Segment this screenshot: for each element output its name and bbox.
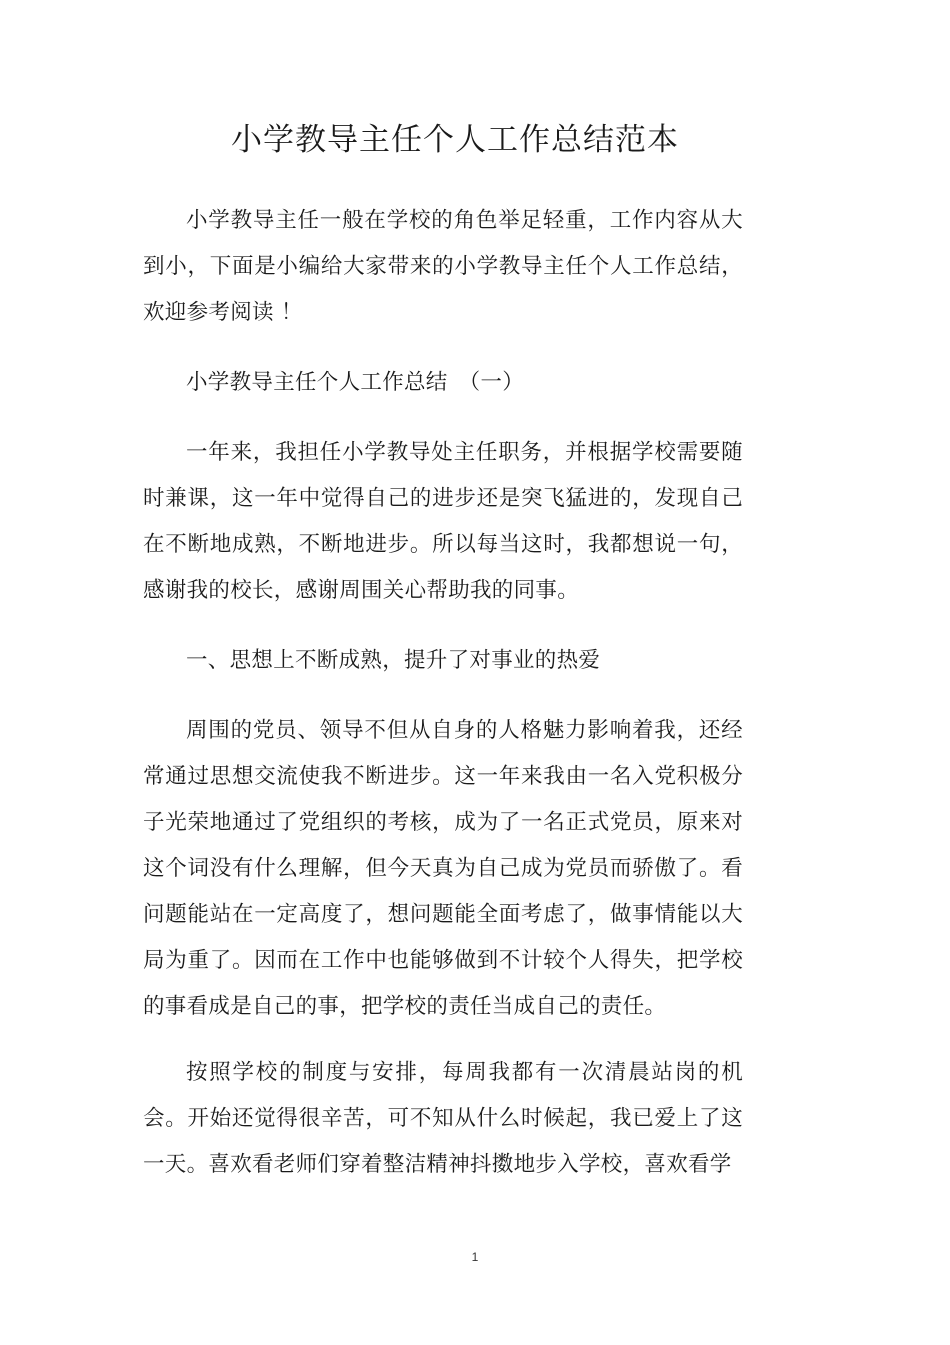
body-paragraph-2: 周围的党员、领导不但从自身的人格魅力影响着我，还经常通过思想交流使我不断进步。这一年来我由一名入党积极分子光荣地通过了党组织的考核，成为了一名正式党员，原来对这个词没有什么理解，但今天真为自己成为党员而骄傲了。看问题能站在一定高度了，想问题能全面考虑了，做事情能以大局为重了。因而在工作中也能够做到不计较个人得失，把学校的事看成是自己的事，把学校的责任当成自己的责任。 [143,718,743,1019]
document-title: 小学教导主任个人工作总结范本 [231,122,679,158]
document-body [143,198,743,1188]
body-paragraph-3: 按照学校的制度与安排，每周我都有一次清晨站岗的机会。开始还觉得很辛苦，可不知从什么时候起，我已爱上了这一天。喜欢看老师们穿着整洁精神抖擞地步入学校，喜欢看学 [143,1060,743,1177]
body-paragraph-1: 一年来，我担任小学教导处主任职务，并根据学校需要随时兼课，这一年中觉得自己的进步还是突飞猛进的，发现自己在不断地成熟，不断地进步。所以每当这时，我都想说一句，感谢我的校长，感谢周围关心帮助我的同事。 [143,440,743,603]
page-number: 1 [471,1250,479,1264]
intro-paragraph: 小学教导主任一般在学校的角色举足轻重，工作内容从大到小，下面是小编给大家带来的小学教导主任个人工作总结，欢迎参考阅读 ！ [143,208,743,325]
section-heading: 小学教导主任个人工作总结 （一） [186,370,525,395]
subheading-1: 一、思想上不断成熟，提升了对事业的热爱 [186,648,601,673]
